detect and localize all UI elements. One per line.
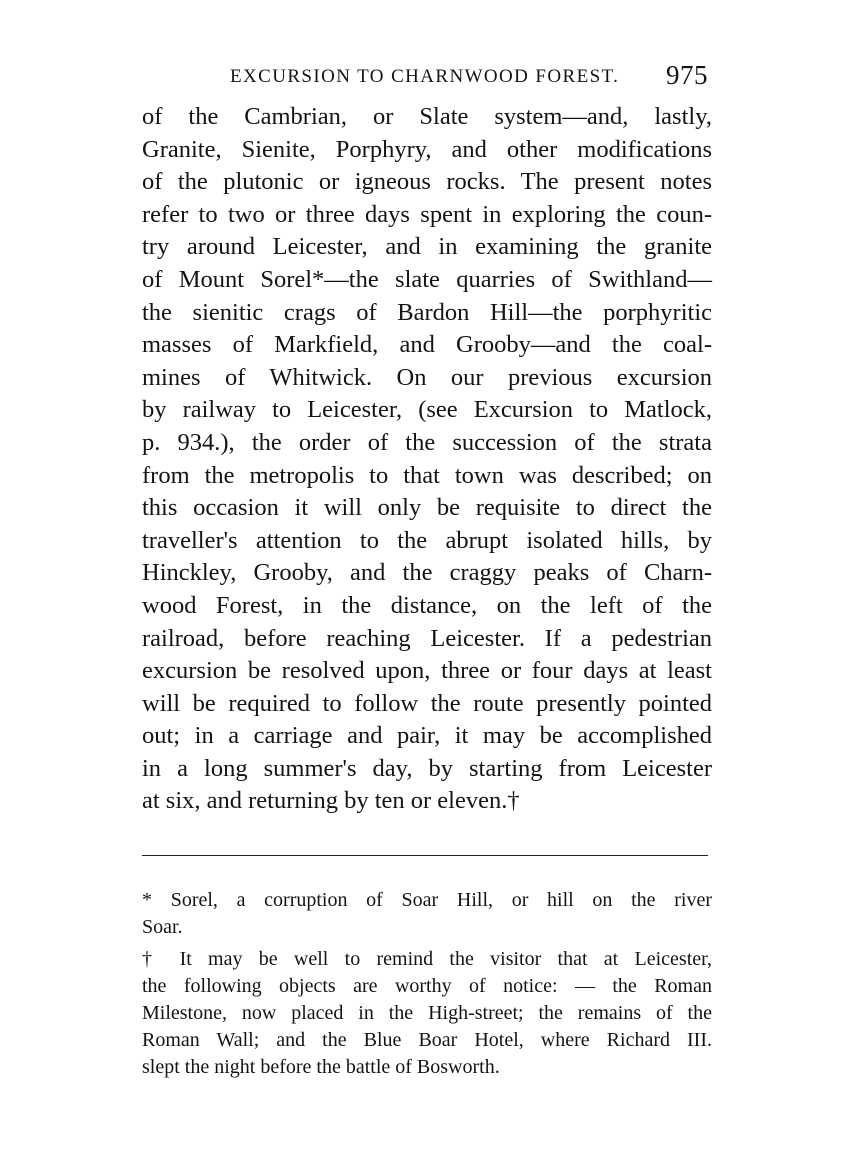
body-line: mines of Whitwick. On our previous excursion bbox=[142, 363, 712, 391]
footnote-line: slept the night before the battle of Bosworth. bbox=[142, 1056, 500, 1078]
body-line: refer to two or three days spent in exploring the coun- bbox=[142, 200, 712, 228]
body-line: try around Leicester, and in examining the granite bbox=[142, 233, 712, 261]
footnotes bbox=[142, 887, 712, 1081]
body-text bbox=[142, 101, 712, 818]
footnote-line: Roman Wall; and the Blue Boar Hotel, where Richard III. bbox=[142, 1029, 712, 1051]
footnote-line: Milestone, now placed in the High-street; the remains of the bbox=[142, 1002, 712, 1024]
body-line: p. 934.), the order of the succession of the strata bbox=[142, 428, 712, 456]
page-number: 975 bbox=[666, 60, 708, 90]
body-line: Granite, Sienite, Porphyry, and other modifications bbox=[142, 135, 712, 163]
body-line: by railway to Leicester, (see Excursion to Matlock, bbox=[142, 396, 712, 424]
footnote-line: † It may be well to remind the visitor that at Leicester, bbox=[142, 948, 712, 970]
body-line: the sienitic crags of Bardon Hill—the porphyritic bbox=[142, 298, 712, 326]
body-line: in a long summer's day, by starting from Leicester bbox=[142, 754, 712, 782]
running-header bbox=[142, 62, 710, 96]
body-line: railroad, before reaching Leicester. If a pedestrian bbox=[142, 624, 712, 652]
body-line: excursion be resolved upon, three or four days at least bbox=[142, 657, 712, 685]
body-line: traveller's attention to the abrupt isolated hills, by bbox=[142, 526, 712, 554]
footnote-leicester bbox=[142, 946, 712, 1081]
footnote-line: the following objects are worthy of notice: — the Roman bbox=[142, 975, 712, 997]
body-line: of Mount Sorel*—the slate quarries of Swithland— bbox=[142, 265, 712, 293]
body-line: of the plutonic or igneous rocks. The present notes bbox=[142, 168, 712, 196]
body-line: this occasion it will only be requisite to direct the bbox=[142, 494, 712, 522]
body-line: out; in a carriage and pair, it may be accomplished bbox=[142, 722, 712, 750]
body-line: Hinckley, Grooby, and the craggy peaks of Charn- bbox=[142, 559, 712, 587]
body-line: of the Cambrian, or Slate system—and, lastly, bbox=[142, 103, 712, 130]
footnote-divider bbox=[142, 855, 708, 856]
body-line: will be required to follow the route presently pointed bbox=[142, 689, 712, 717]
footnote-line: * Sorel, a corruption of Soar Hill, or hill on the river bbox=[142, 889, 712, 911]
body-line: wood Forest, in the distance, on the left of the bbox=[142, 591, 712, 619]
running-title: EXCURSION TO CHARNWOOD FOREST. bbox=[230, 66, 620, 87]
footnote-sorel bbox=[142, 887, 712, 941]
body-line: at six, and returning by ten or eleven.† bbox=[142, 787, 520, 815]
footnote-line: Soar. bbox=[142, 916, 183, 938]
body-line: masses of Markfield, and Grooby—and the coal- bbox=[142, 331, 712, 359]
body-line: from the metropolis to that town was described; on bbox=[142, 461, 712, 489]
